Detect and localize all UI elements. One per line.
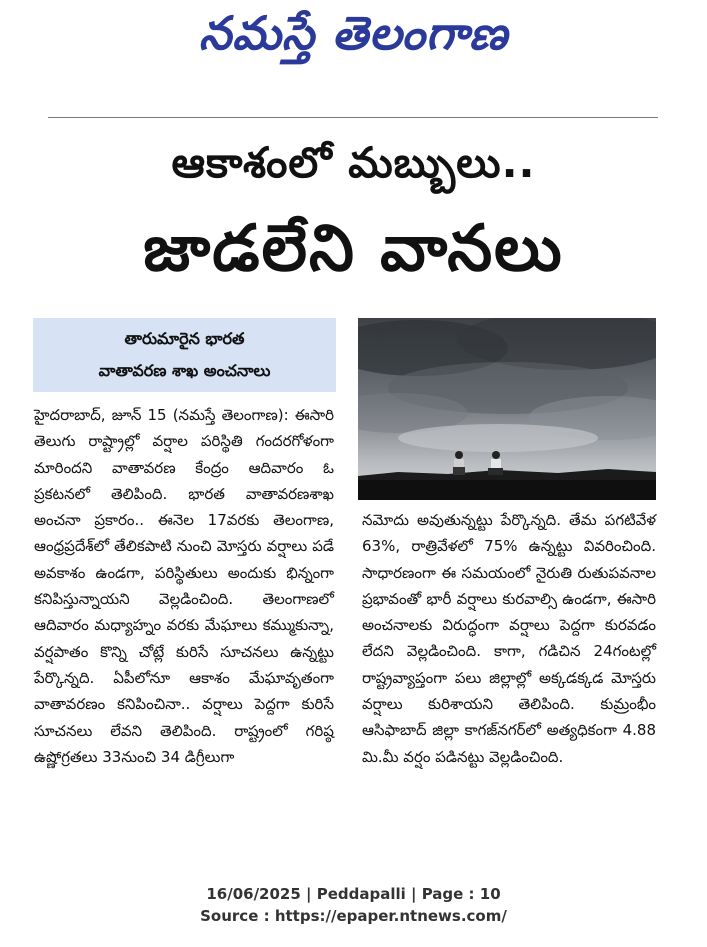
article-text-right: నమోదు అవుతున్నట్టు పేర్కొన్నది. తేమ పగటివేళ 63%, రాత్రివేళలో 75% ఉన్నట్టు వివరించింది. సాధారణంగా ఈ సమయంలో నైరుతి రుతుపవనాల ప్రభావంతో భారీ వర్షాలు కురవాల్సి ఉండగా, ఈసారి అంచనాలకు విరుద్ధంగా వర్షాలు పెద్దగా కురవడం లేదని వెల్లడించింది. కాగా, గడిచిన 24గంటల్లో రాష్ట్రవ్యాప్తంగా పలు జిల్లాల్లో అక్కడక్కడ మోస్తరు వర్షాలు కురిశాయని తెలిపింది. కుమ్రంభీం ఆసిఫాబాద్ జిల్లా కాగజ్‌నగర్‌లో అత్యధికంగా 4.88 మి.మీ వర్షం పడినట్టు వెల్లడించింది. [362, 511, 656, 766]
page-footer [0, 883, 707, 927]
article-text-left: హైదరాబాద్, జూన్ 15 (నమస్తే తెలంగాణ): ఈసారి తెలుగు రాష్ట్రాల్లో వర్షాల పరిస్థితి గందరగోళంగా మారిందని వాతావరణ కేంద్రం ఆదివారం ఓ ప్రకటనలో తెలిపింది. భారత వాతావరణశాఖ అంచనా ప్రకారం.. ఈనెల 17వరకు తెలంగాణ, ఆంధ్రప్రదేశ్‌లో తేలికపాటి నుంచి మోస్తరు వర్షాలు పడే అవకాశం ఉండగా, పరిస్థితులు అందుకు భిన్నంగా కనిపిస్తున్నాయని వెల్లడించింది. తెలంగాణలో ఆదివారం మధ్యాహ్నం వరకు మేఘాలు కమ్ముకున్నా, వర్షపాతం కొన్ని చోట్లే కురిసే సూచనలు ఉన్నట్టు పేర్కొన్నది. ఏపీలోనూ ఆకాశం మేఘావృతంగా వాతావరణం కనిపించినా.. వర్షాలు పెద్దగా కురిసే సూచనలు లేవని తెలిపింది. రాష్ట్రంలో గరిష్ఠ ఉష్ణోగ్రతలు 33నుంచి 34 డిగ్రీలుగా [34, 406, 334, 766]
article-column-left [34, 402, 334, 770]
footer-date-page: 16/06/2025 | Peddapalli | Page : 10 [206, 885, 501, 903]
article-column-right [362, 507, 656, 770]
subheading-box [33, 318, 336, 392]
masthead-title: నమస్తే తెలంగాణ [198, 6, 509, 60]
subheading-line2: వాతావరణ శాఖ అంచనాలు [98, 361, 271, 380]
cloudy-sky-photo [358, 318, 656, 500]
masthead-divider [48, 117, 658, 118]
footer-source: Source : https://epaper.ntnews.com/ [200, 907, 507, 925]
subheading-line1: తారుమారైన భారత [124, 329, 245, 348]
headline-line2: జాడలేని వానలు [143, 212, 564, 286]
headline-line1: ఆకాశంలో మబ్బులు.. [171, 138, 536, 187]
